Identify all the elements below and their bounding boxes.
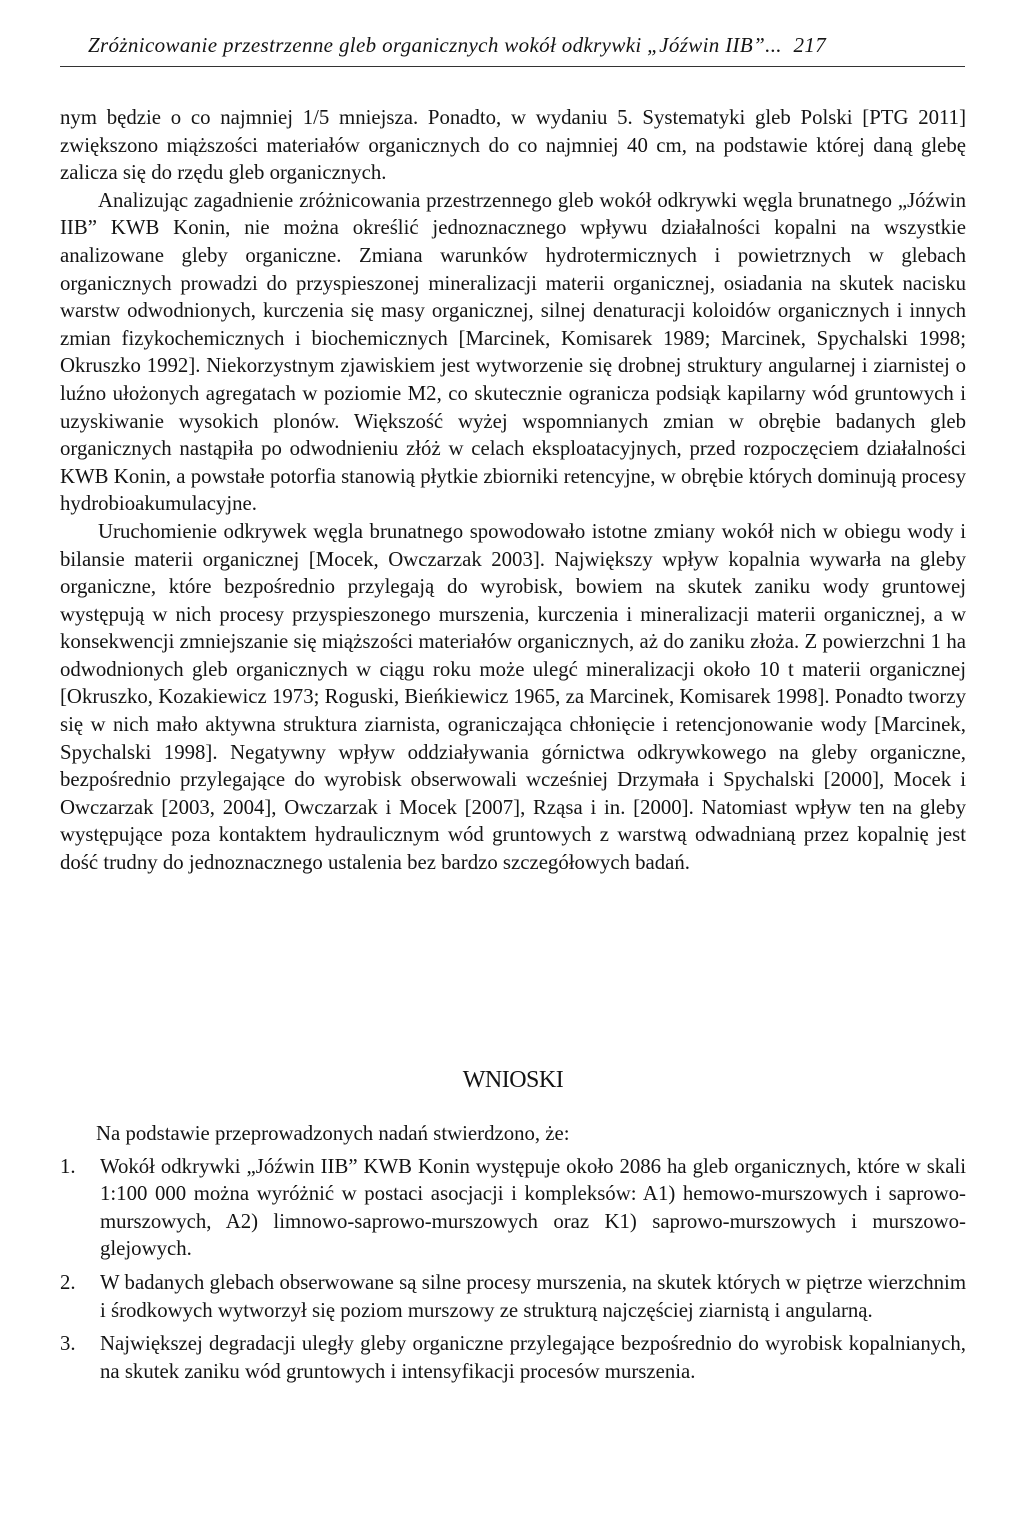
- conclusions-list: [60, 1153, 966, 1386]
- list-item-number: 2.: [60, 1270, 76, 1294]
- paragraph-continued: nym będzie o co najmniej 1/5 mniejsza. Ponadto, w wydaniu 5. Systematyki gleb Polski [PTG 2011] zwiększono miąższości materiałów organicznych do co najmniej 40 cm, na podstawie której daną glebę zalicza się do rzędu gleb organicznych.: [60, 106, 966, 185]
- conclusions-section: [60, 1120, 966, 1391]
- conclusions-intro: Na podstawie przeprowadzonych nadań stwierdzono, że:: [96, 1122, 570, 1145]
- paragraph: Analizując zagadnienie zróżnicowania przestrzennego gleb wokół odkrywki węgla brunatnego „Jóźwin IIB” KWB Konin, nie można określić jednoznacznego wpływu działalności kopalni na wszystkie analizowane gleby organiczne. Zmiana warunków hydrotermicznych i powietrznych w glebach organicznych prowadzi do przyspieszonej mineralizacji materii organicznej, osiadania na skutek nacisku warstw odwodnionych, kurczenia się masy organicznej, silnej denaturacji koloidów organicznych i innych zmian fizykochemicznych i biochemicznych [Marcinek, Komisarek 1989; Marcinek, Spychalski 1998; Okruszko 1992]. Niekorzystnym zjawiskiem jest wytworzenie się drobnej struktury angularnej i ziarnistej o luźno ułożonych agregatach w poziomie M2, co skutecznie ogranicza podsiąk kapilarny wód gruntowych i uzyskiwanie wysokich plonów. Większość wyżej wspomnianych zmian w obrębie badanych gleb organicznych nastąpiła po odwodnieniu złóż w celach eksploatacyjnych, przed rozpoczęciem działalności KWB Konin, a powstałe potorfia stanowią płytkie zbiorniki retencyjne, w obrębie których dominują procesy hydrobioakumulacyjne.: [60, 188, 966, 516]
- list-item-number: 3.: [60, 1332, 76, 1356]
- running-head-title: Zróżnicowanie przestrzenne gleb organicznych wokół odkrywki „Jóźwin IIB”...: [88, 33, 782, 57]
- list-item-text: Największej degradacji uległy gleby organiczne przylegające bezpośrednio do wyrobisk kopalnianych, na skutek zaniku wód gruntowych i intensyfikacji procesów murszenia.: [100, 1332, 966, 1383]
- list-item-number: 1.: [60, 1154, 76, 1178]
- section-heading-conclusions: WNIOSKI: [462, 1067, 564, 1093]
- list-item-text: W badanych glebach obserwowane są silne procesy murszenia, na skutek których w piętrze wierzchnim i środkowych wytworzył się poziom murszowy ze strukturą najczęściej ziarnistą i angularną.: [100, 1270, 966, 1322]
- page-number: 217: [793, 33, 827, 57]
- list-item-text: Wokół odkrywki „Jóźwin IIB” KWB Konin występuje około 2086 ha gleb organicznych, które w skali 1:100 000 można wyróżnić w postaci asocjacji i kompleksów: A1) hemowo-murszowych i saprowo-murszowych, A2) limnowo-saprowo-murszowych oraz K1) saprowo-murszowych i murszowo-glejowych.: [100, 1154, 966, 1261]
- running-head: [60, 30, 965, 60]
- list-item: [60, 1330, 966, 1385]
- body-text: [60, 104, 966, 877]
- list-item: [60, 1153, 966, 1263]
- paragraph: Uruchomienie odkrywek węgla brunatnego spowodowało istotne zmiany wokół nich w obiegu wody i bilansie materii organicznej [Mocek, Owczarzak 2003]. Największy wpływ kopalnia wywarła na gleby organiczne, które bezpośrednio przylegają do wyrobisk, bowiem na skutek zaniku wody gruntowej występują w nich procesy przyspieszonego murszenia, kurczenia i mineralizacji materii organicznej, a w konsekwencji zmniejszanie się miąższości materiałów organicznych, aż do zaniku złoża. Z powierzchni 1 ha odwodnionych gleb organicznych w ciągu roku może ulegć mineralizacji około 10 t materii organicznej [Okruszko, Kozakiewicz 1973; Roguski, Bieńkiewicz 1965, za Marcinek, Komisarek 1998]. Ponadto tworzy się w nich mało aktywna struktura ziarnista, ograniczająca chłonięcie i retencjonowanie wody [Marcinek, Spychalski 1998]. Negatywny wpływ oddziaływania górnictwa odkrywkowego na gleby organiczne, bezpośrednio przylegające do wyrobisk obserwowali wcześniej Drzymała i Spychalski [2000], Mocek i Owczarzak [2003, 2004], Owczarzak i Mocek [2007], Rząsa i in. [2000]. Natomiast wpływ ten na gleby występujące poza kontaktem hydraulicznym wód gruntowych z warstwą odwadnianą przez kopalnię jest dość trudny do jednoznacznego ustalenia bez bardzo szczegółowych badań.: [60, 519, 966, 875]
- header-rule: [60, 66, 965, 67]
- list-item: [60, 1269, 966, 1324]
